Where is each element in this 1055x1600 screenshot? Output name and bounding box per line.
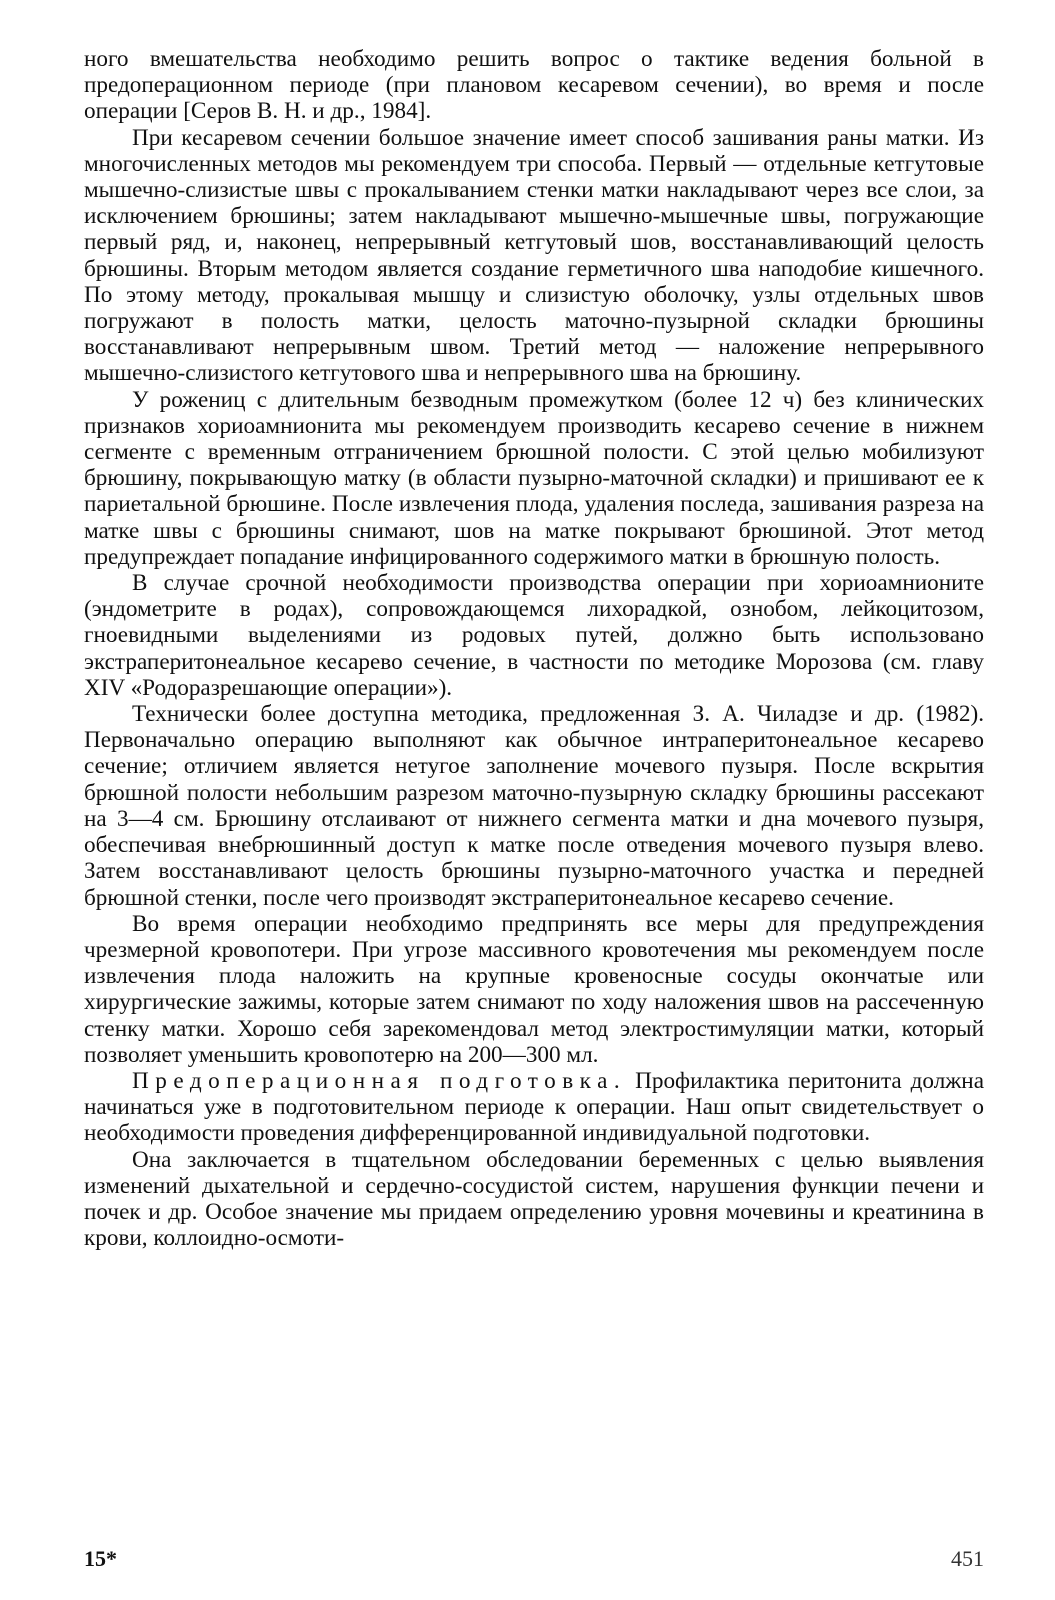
page-text	[84, 46, 984, 1251]
signature-mark: 15*	[84, 1546, 117, 1571]
page-number: 451	[951, 1546, 984, 1571]
paragraph-preoperative-preparation	[84, 1068, 984, 1147]
paragraph-extraperitoneal-section: В случае срочной необходимости производства операции при хориоамнионите (эндометрите в родах), сопровождающемся лихорадкой, ознобом, лейкоцитозом, гноевидными выделениями из родовых путей, должно быть использовано экстраперитонеальное кесарево сечение, в частности по методике Морозова (см. главу XIV «Родоразрешающие операции»).	[84, 570, 984, 701]
paragraph-blood-loss-prevention: Во время операции необходимо предпринять все меры для предупреждения чрезмерной кровопотери. При угрозе массивного кровотечения мы рекомендуем после извлечения плода наложить на крупные кровеносные сосуды окончатые или хирургические зажимы, которые затем снимают по ходу наложения швов на рассеченную стенку матки. Хорошо себя зарекомендовал метод электростимуляции матки, который позволяет уменьшить кровопотерю на 200—300 мл.	[84, 910, 984, 1068]
page-footer	[84, 1546, 984, 1576]
section-heading: Предоперационная подготовка.	[132, 1067, 627, 1094]
paragraph-continuation: ного вмешательства необходимо решить вопрос о тактике ведения больной в предоперационном периоде (при плановом кесаревом сечении), во время и после операции [Серов В. Н. и др., 1984].	[84, 46, 984, 125]
paragraph-chiladze-method: Технически более доступна методика, предложенная З. А. Чиладзе и др. (1982). Первоначально операцию выполняют как обычное интраперитонеальное кесарево сечение; отличием является нетугое заполнение мочевого пузыря. После вскрытия брюшной полости небольшим разрезом маточно-пузырную складку брюшины рассекают на 3—4 см. Брюшину отслаивают от нижнего сегмента матки и дна мочевого пузыря, обеспечивая внебрюшинный доступ к матке после отведения мочевого пузыря влево. Затем восстанавливают целость брюшины пузырно-маточного участка и передней брюшной стенки, после чего производят экстраперитонеальное кесарево сечение.	[84, 701, 984, 911]
paragraph-prolonged-anhydrous-period: У рожениц с длительным безводным промежутком (более 12 ч) без клинических признаков хориоамнионита мы рекомендуем производить кесарево сечение в нижнем сегменте с временным отграничением брюшной полости. С этой целью мобилизуют брюшину, покрывающую матку (в области пузырно-маточной складки) и пришивают ее к париетальной брюшине. После извлечения плода, удаления последа, зашивания разреза на матке швы с брюшины снимают, шов на матке покрывают брюшиной. Этот метод предупреждает попадание инфицированного содержимого матки в брюшную полость.	[84, 386, 984, 570]
paragraph-examination: Она заключается в тщательном обследовании беременных с целью выявления изменений дыхательной и сердечно-сосудистой систем, нарушения функции печени и почек и др. Особое значение мы придаем определению уровня мочевины и креатинина в крови, коллоидно-осмоти-	[84, 1146, 984, 1252]
section-text: Профилактика перитонита должна начинаться уже в подготовительном периоде к операции. Наш опыт свидетельствует о необходимости проведения дифференцированной индивидуальной подготовки.	[84, 1067, 984, 1147]
paragraph-uterine-suture-methods: При кесаревом сечении большое значение имеет способ зашивания раны матки. Из многочисленных методов мы рекомендуем три способа. Первый — отдельные кетгутовые мышечно-слизистые швы с прокалыванием стенки матки накладывают через все слои, за исключением брюшины; затем накладывают мышечно-мышечные швы, погружающие первый ряд, и, наконец, непрерывный кетгутовый шов, восстанавливающий целость брюшины. Вторым методом является создание герметичного шва наподобие кишечного. По этому методу, прокалывая мышцу и слизистую оболочку, узлы отдельных швов погружают в полость матки, целость маточно-пузырной складки брюшины восстанавливают непрерывным швом. Третий метод — наложение непрерывного мышечно-слизистого кетгутового шва и непрерывного шва на брюшину.	[84, 124, 984, 387]
